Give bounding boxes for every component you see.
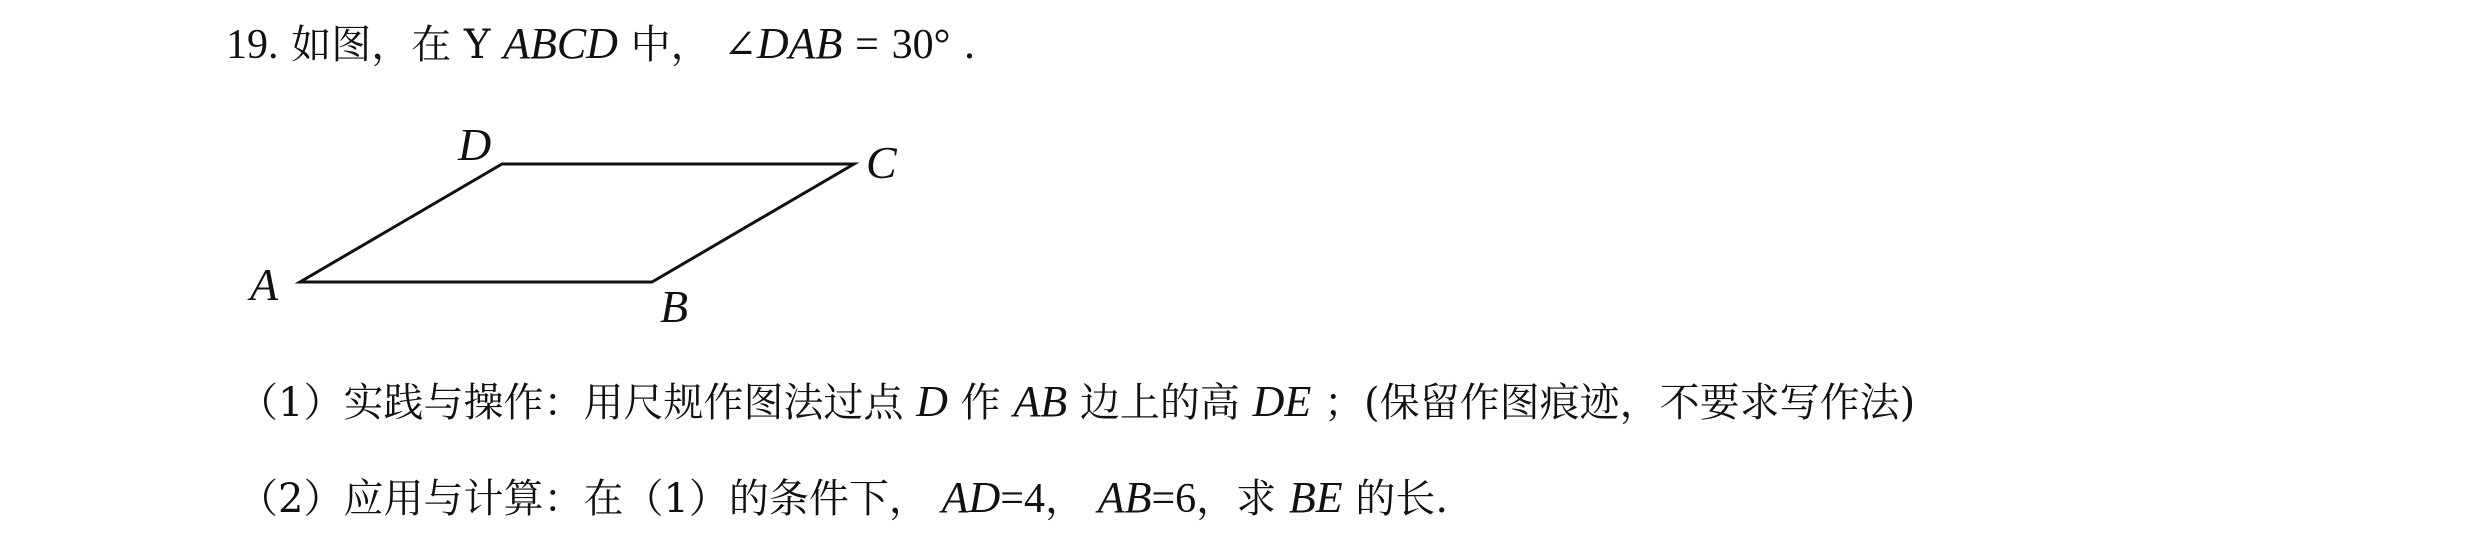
ad-name: AD bbox=[941, 473, 1001, 522]
vertex-label-b: B bbox=[660, 281, 689, 332]
be-name: BE bbox=[1288, 473, 1343, 522]
part-1-text-c: 边上的高 bbox=[1079, 380, 1240, 426]
question-mid: 中， bbox=[630, 22, 711, 68]
part-1-text-b: 作 bbox=[960, 380, 1001, 426]
side-ab: AB bbox=[1013, 377, 1068, 426]
vertex-label-d: D bbox=[458, 119, 492, 170]
ab-value: 6 bbox=[1175, 476, 1197, 522]
equals-sign-2: = bbox=[1151, 476, 1176, 522]
parallelogram-symbol: Y bbox=[463, 22, 491, 68]
part-2 bbox=[238, 474, 1448, 523]
equals-sign-1: = bbox=[1000, 476, 1024, 522]
part-2-sep: ， bbox=[1044, 476, 1085, 522]
part-1-text-d: ；(保留作图痕迹，不要求写作法) bbox=[1323, 380, 1916, 426]
part-1-text-a: 实践与操作：用尺规作图法过点 bbox=[343, 380, 904, 426]
ad-value: 4 bbox=[1023, 476, 1045, 522]
question-number: 19. bbox=[226, 22, 279, 68]
part-1 bbox=[238, 378, 1915, 427]
angle-symbol: ∠ bbox=[723, 22, 757, 68]
part-2-text-a: 应用与计算：在（1）的条件下， bbox=[343, 476, 929, 522]
parallelogram-shape bbox=[300, 164, 854, 282]
shape-name: ABCD bbox=[503, 19, 618, 68]
equals-sign: = bbox=[855, 22, 879, 68]
angle-value: 30° bbox=[891, 22, 951, 68]
height-de: DE bbox=[1252, 377, 1312, 426]
question-end: . bbox=[963, 22, 976, 68]
ab-name: AB bbox=[1097, 473, 1152, 522]
part-2-text-b: ，求 bbox=[1196, 476, 1277, 522]
part-2-text-c: 的长. bbox=[1355, 476, 1449, 522]
vertex-label-a: A bbox=[250, 259, 279, 310]
question-intro: 如图，在 bbox=[291, 22, 452, 68]
vertex-label-c: C bbox=[866, 137, 897, 188]
angle-name: DAB bbox=[756, 19, 843, 68]
part-2-label: （2） bbox=[238, 476, 344, 522]
point-d: D bbox=[916, 377, 948, 426]
part-1-label: （1） bbox=[238, 380, 344, 426]
